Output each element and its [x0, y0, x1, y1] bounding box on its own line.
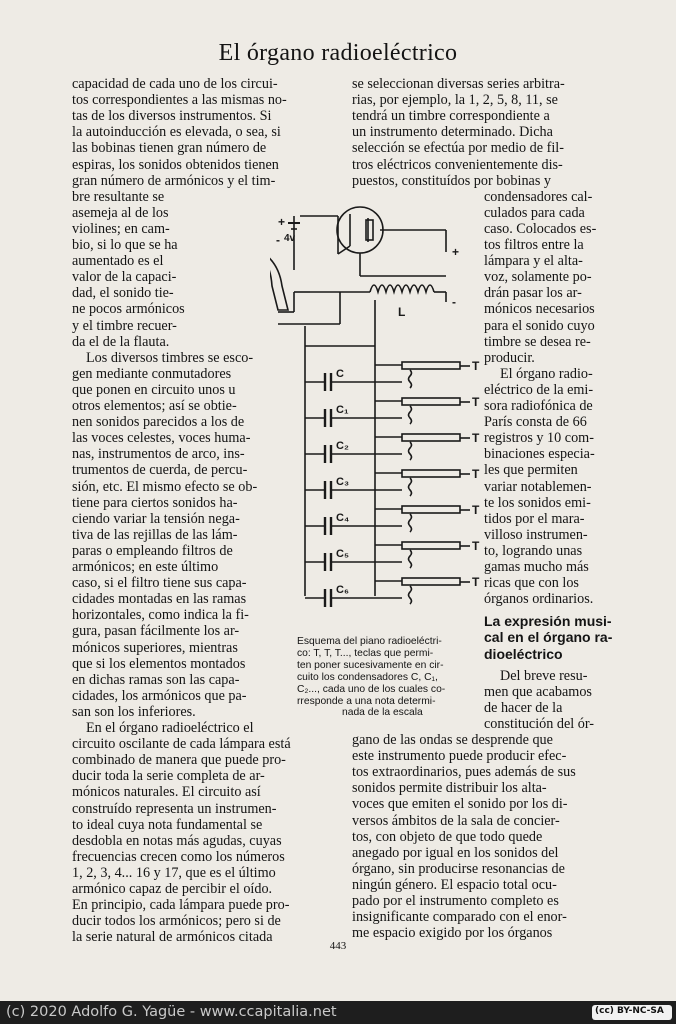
- coil-label: L: [398, 305, 406, 319]
- key-label: T: [472, 359, 480, 373]
- page-title: El órgano radioeléctrico: [218, 40, 458, 66]
- text-line: que si los elementos montados: [72, 655, 246, 672]
- text-line: lámpara y el alta-: [484, 253, 583, 270]
- text-line: da el de la flauta.: [72, 333, 170, 350]
- text-line: anegado por igual en los sonidos del: [352, 844, 559, 861]
- text-line: tiene para ciertos sonidos ha-: [72, 494, 238, 511]
- text-line: El órgano radio-: [500, 365, 593, 382]
- text-line: ricas que con los: [484, 575, 579, 592]
- capacitor-label: C: [336, 368, 344, 380]
- text-line: construído representa un instrumen-: [72, 800, 277, 817]
- text-line: bio, si lo que se ha: [72, 237, 178, 253]
- text-line: cidades, los armónicos que pa-: [72, 687, 247, 704]
- minus-sign-right: -: [452, 295, 456, 309]
- text-line: la serie natural de armónicos citada: [72, 929, 273, 946]
- text-line: las voces celestes, voces huma-: [72, 430, 251, 447]
- text-line: pado por el instrumento completo es: [352, 893, 559, 909]
- footer-bar: [0, 1001, 676, 1024]
- text-line: voz, solamente po-: [484, 269, 592, 286]
- text-line: y el timbre recuer-: [72, 317, 177, 334]
- text-line: dad, el sonido tie-: [72, 285, 174, 302]
- capacitor-label: C₃: [336, 476, 350, 488]
- text-line: otros elementos; así se obtie-: [72, 398, 237, 414]
- text-line: 1, 2, 3, 4... 16 y 17, que es el último: [72, 864, 276, 881]
- text-line: voces que emiten el sonido por los di-: [352, 796, 568, 813]
- plus-sign-right: +: [452, 245, 460, 259]
- text-line: gano de las ondas se desprende que: [352, 732, 553, 748]
- text-line: nas, instrumentos de arco, ins-: [72, 446, 245, 463]
- key-label: T: [472, 503, 480, 517]
- text-line: eléctrico de la emi-: [484, 381, 594, 398]
- text-line: mónicos superiores, mientras: [72, 639, 238, 656]
- section-heading-line: La expresión musi-: [484, 613, 612, 630]
- text-line: que ponen en circuito unos u: [72, 381, 236, 398]
- key-label: T: [472, 431, 480, 445]
- plus-sign: +: [278, 215, 286, 229]
- circuit-diagram: [270, 196, 495, 636]
- capacitor-label: C₆: [336, 584, 349, 596]
- text-line: gura, pasan fácilmente los ar-: [72, 623, 240, 640]
- text-line: sonidos permite distribuir los alta-: [352, 780, 547, 797]
- caption-line: co: T, T, T..., teclas que permi-: [297, 647, 434, 659]
- text-line: ningún género. El espacio total ocu-: [352, 876, 557, 893]
- capacitor-row: [305, 470, 470, 499]
- text-line: frecuencias crecen como los números: [72, 848, 285, 865]
- text-line: para el sonido cuyo: [484, 317, 595, 334]
- text-line: tos filtros entre la: [484, 237, 584, 253]
- text-line: nen sonidos parecidos a los de: [72, 414, 245, 431]
- minus-sign: -: [276, 233, 280, 247]
- loudspeaker-icon: [270, 246, 288, 310]
- capacitor-label: C₂: [336, 440, 349, 452]
- capacitor-row: [305, 362, 470, 391]
- text-line: sora radiofónica de: [484, 398, 593, 414]
- caption-line: C₂..., cada uno de los cuales co-: [297, 683, 446, 695]
- text-line: tidos por el mara-: [484, 510, 585, 527]
- text-line: tiva de las rejillas de las lám-: [72, 526, 238, 543]
- capacitor-row: [305, 506, 470, 535]
- volt-label: 4v: [284, 233, 296, 244]
- text-line: horizontales, como indica la fi-: [72, 607, 249, 624]
- text-line: espiras, los sonidos obtenidos tienen: [72, 156, 279, 173]
- capacitor-row: [305, 434, 470, 463]
- text-line: paras o empleando filtros de: [72, 542, 233, 559]
- text-line: te los sonidos emi-: [484, 494, 591, 511]
- text-line: registros y 10 com-: [484, 430, 594, 447]
- text-line: puestos, constituídos por bobinas y: [352, 172, 552, 189]
- caption-line: nada de la escala: [342, 707, 423, 719]
- text-line: aumentado es el: [72, 253, 164, 270]
- key-label: T: [472, 575, 480, 589]
- key-label: T: [472, 395, 480, 409]
- text-line: la autoinducción es elevada, o sea, si: [72, 124, 281, 141]
- text-line: selección se efectúa por medio de fil-: [352, 140, 564, 157]
- caption-line: ten poner sucesivamente en cir-: [297, 659, 444, 671]
- text-line: timbre se desea re-: [484, 333, 591, 350]
- text-line: armónico capaz de percibir el oído.: [72, 881, 273, 897]
- text-line: En principio, cada lámpara puede pro-: [72, 897, 290, 914]
- text-line: me espacio exigido por los órganos: [352, 925, 553, 942]
- text-line: se seleccionan diversas series arbitra-: [352, 76, 565, 92]
- text-line: culados para cada: [484, 204, 585, 221]
- text-line: Del breve resu-: [500, 667, 588, 684]
- text-line: Los diversos timbres se esco-: [86, 349, 254, 366]
- text-line: insignificante comparado con el enor-: [352, 909, 567, 926]
- text-line: órgano, sin producirse resonancias de: [352, 860, 565, 877]
- text-line: ducir toda la serie completa de ar-: [72, 768, 265, 785]
- capacitor-row: [305, 578, 470, 607]
- text-line: cidades montadas en las ramas: [72, 591, 247, 608]
- text-line: capacidad de cada uno de los circui-: [72, 76, 278, 92]
- text-line: binaciones especia-: [484, 446, 595, 463]
- text-line: caso. Colocados es-: [484, 220, 597, 237]
- capacitor-label: C₄: [336, 512, 350, 524]
- text-line: tos extraordinarios, pues además de sus: [352, 764, 576, 781]
- text-line: tos correspondientes a las mismas no-: [72, 92, 287, 109]
- text-line: en dichas ramas son las capa-: [72, 671, 240, 688]
- text-line: tas de los diversos instrumentos. Si: [72, 108, 272, 125]
- text-line: combinado de manera que puede pro-: [72, 752, 286, 769]
- caption-line: rresponde a una nota determi-: [297, 695, 436, 707]
- text-line: sión, etc. El mismo efecto se ob-: [72, 478, 258, 495]
- page-number: 443: [329, 940, 347, 952]
- text-line: les que permiten: [484, 462, 578, 479]
- text-line: un instrumento determinado. Dicha: [352, 124, 553, 141]
- caption-line: Esquema del piano radioeléctri-: [297, 636, 442, 647]
- copyright-credit: (c) 2020 Adolfo G. Yagüe - www.ccapitalia.net: [6, 1004, 337, 1020]
- text-line: armónicos; en este último: [72, 559, 219, 575]
- text-line: circuito oscilante de cada lámpara está: [72, 736, 291, 753]
- capacitor-label: C₁: [336, 404, 349, 416]
- capacitor-row: [305, 398, 470, 427]
- text-line: valor de la capaci-: [72, 269, 177, 286]
- license-badge-text: (cc) BY-NC-SA: [595, 1006, 664, 1016]
- text-line: to, logrando unas: [484, 542, 583, 559]
- text-line: versos ámbitos de la sala de concier-: [352, 812, 560, 829]
- section-heading-line: dioeléctrico: [484, 645, 563, 662]
- capacitor-row: [305, 542, 470, 571]
- text-line: En el órgano radioeléctrico el: [86, 720, 254, 736]
- text-line: mónicos naturales. El circuito así: [72, 784, 261, 801]
- text-line: gen mediante conmutadores: [72, 365, 232, 382]
- text-line: ne pocos armónicos: [72, 301, 185, 318]
- text-line: ciendo variar la tensión nega-: [72, 510, 240, 527]
- text-line: condensadores cal-: [484, 188, 593, 205]
- text-line: to ideal cuya nota fundamental se: [72, 816, 263, 833]
- text-line: las bobinas tienen gran número de: [72, 140, 267, 157]
- text-line: mónicos necesarios: [484, 301, 595, 318]
- text-line: tos, con objeto de que todo quede: [352, 828, 543, 845]
- text-line: tendrá un timbre correspondiente a: [352, 108, 550, 125]
- text-line: constitución del ór-: [484, 715, 595, 732]
- text-line: desdobla en notas más agudas, cuyas: [72, 832, 282, 849]
- text-line: órganos ordinarios.: [484, 591, 594, 608]
- text-line: variar notablemen-: [484, 478, 592, 495]
- text-line: gran número de armónicos y el tim-: [72, 172, 276, 189]
- text-line: producir.: [484, 349, 535, 366]
- text-line: asemeja al de los: [72, 204, 169, 221]
- text-line: caso, si el filtro tiene sus capa-: [72, 575, 247, 592]
- vacuum-tube-icon: [337, 207, 383, 253]
- text-line: ducir todos los armónicos; pero si de: [72, 913, 281, 930]
- text-line: este instrumento puede producir efec-: [352, 748, 567, 765]
- text-line: villoso instrumen-: [484, 526, 588, 543]
- text-line: drán pasar los ar-: [484, 285, 582, 302]
- text-line: men que acabamos: [484, 683, 592, 700]
- text-line: gamas mucho más: [484, 559, 589, 575]
- section-heading-line: cal en el órgano ra-: [484, 629, 613, 646]
- text-line: violines; en cam-: [72, 220, 170, 237]
- key-label: T: [472, 539, 480, 553]
- text-line: París consta de 66: [484, 414, 587, 431]
- key-label: T: [472, 467, 480, 481]
- capacitor-label: C₅: [336, 548, 349, 560]
- text-line: san son los inferiores.: [72, 703, 196, 720]
- caption-line: cuito los condensadores C, C₁,: [297, 671, 438, 683]
- text-line: trumentos de cuerda, de percu-: [72, 462, 248, 479]
- text-line: bre resultante se: [72, 188, 165, 205]
- text-line: de hacer de la: [484, 699, 563, 716]
- text-line: rias, por ejemplo, la 1, 2, 5, 8, 11, se: [352, 92, 558, 109]
- text-line: tros eléctricos convenientemente dis-: [352, 156, 563, 173]
